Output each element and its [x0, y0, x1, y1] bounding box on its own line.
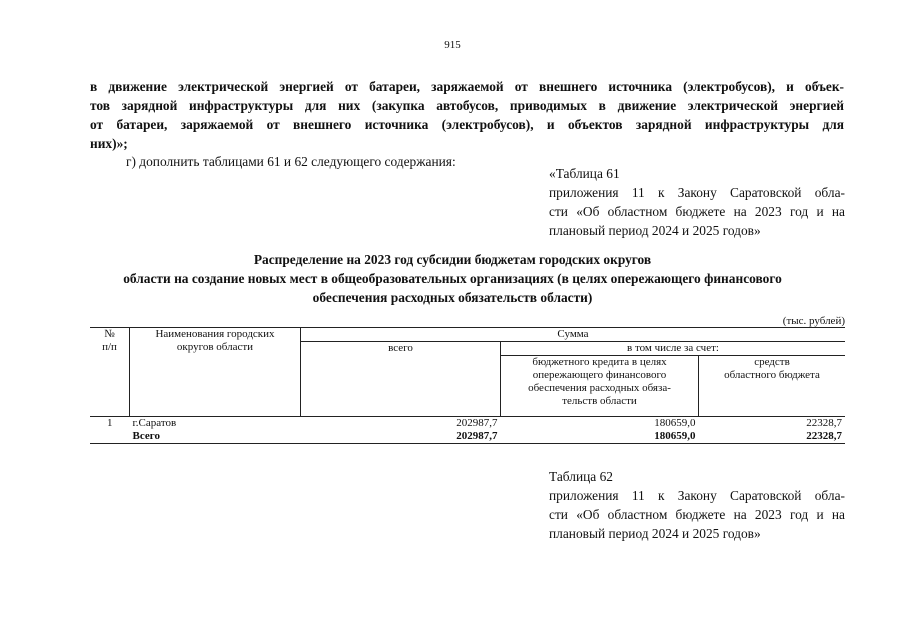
- table-total-row: [90, 430, 845, 444]
- intro-line: тов зарядной инфраструктуры для них (закупка автобусов, приводимых в движение электрической энергией: [90, 98, 844, 113]
- caption-line: плановый период 2024 и 2025 годов»: [549, 526, 761, 541]
- units-label: (тыс. рублей): [782, 315, 845, 327]
- cell-name: Всего: [130, 430, 301, 444]
- caption-line: приложения 11 к Закону Саратовской обла-: [549, 185, 845, 200]
- header-text: средств: [754, 356, 790, 368]
- caption-line: Таблица 62: [549, 469, 613, 484]
- heading-line: обеспечения расходных обязательств области): [312, 290, 593, 305]
- col-header-regional-budget: [699, 356, 846, 417]
- item-g-text: г) дополнить таблицами 61 и 62 следующего содержания:: [126, 154, 456, 169]
- header-text: бюджетного кредита в целях: [532, 356, 667, 368]
- col-header-budget-credit: [501, 356, 699, 417]
- header-text: обеспечения расходных обяза-: [528, 382, 671, 394]
- intro-line: от батареи, заряжаемой от внешнего источника (электробусов), и объектов зарядной инфраструктуры для: [90, 117, 844, 132]
- table62-caption: [549, 467, 845, 543]
- table61-caption: [549, 164, 845, 240]
- cell-name: г.Саратов: [130, 417, 301, 431]
- header-text: №: [104, 328, 115, 340]
- cell-regional: 22328,7: [699, 430, 846, 444]
- caption-line: сти «Об областном бюджете на 2023 год и на: [549, 204, 845, 219]
- cell-credit: 180659,0: [501, 417, 699, 431]
- caption-line: плановый период 2024 и 2025 годов»: [549, 223, 761, 238]
- cell-credit: 180659,0: [501, 430, 699, 444]
- caption-line: сти «Об областном бюджете на 2023 год и на: [549, 507, 845, 522]
- table-heading: [40, 250, 865, 307]
- header-text: округов области: [176, 341, 254, 353]
- caption-line: «Таблица 61: [549, 166, 620, 181]
- intro-line: в движение электрической энергией от батареи, заряжаемой от внешнего источника (электробусов), и объек-: [90, 79, 844, 94]
- intro-line: них)»;: [90, 136, 128, 151]
- intro-paragraph: [90, 77, 844, 153]
- header-text: областного бюджета: [724, 369, 820, 381]
- heading-line: области на создание новых мест в общеобразовательных организациях (в целях опережающего финансового: [123, 271, 782, 286]
- cell-number: [90, 430, 130, 444]
- col-header-total: всего: [301, 342, 501, 417]
- caption-line: приложения 11 к Закону Саратовской обла-: [549, 488, 845, 503]
- table-row: [90, 417, 845, 431]
- cell-total: 202987,7: [301, 430, 501, 444]
- header-text: тельств области: [562, 395, 637, 407]
- col-header-number: [90, 328, 130, 417]
- cell-total: 202987,7: [301, 417, 501, 431]
- header-text: п/п: [102, 341, 117, 353]
- cell-number: 1: [90, 417, 130, 431]
- header-text: опережающего финансового: [532, 369, 667, 381]
- cell-regional: 22328,7: [699, 417, 846, 431]
- heading-line: Распределение на 2023 год субсидии бюджетам городских округов: [253, 252, 652, 267]
- col-header-name: [130, 328, 301, 417]
- col-header-sum: Сумма: [301, 328, 846, 342]
- page-number: 915: [444, 39, 461, 51]
- header-text: Наименования городских: [155, 328, 275, 340]
- subsidy-table: [90, 327, 845, 444]
- col-header-including: в том числе за счет:: [501, 342, 846, 356]
